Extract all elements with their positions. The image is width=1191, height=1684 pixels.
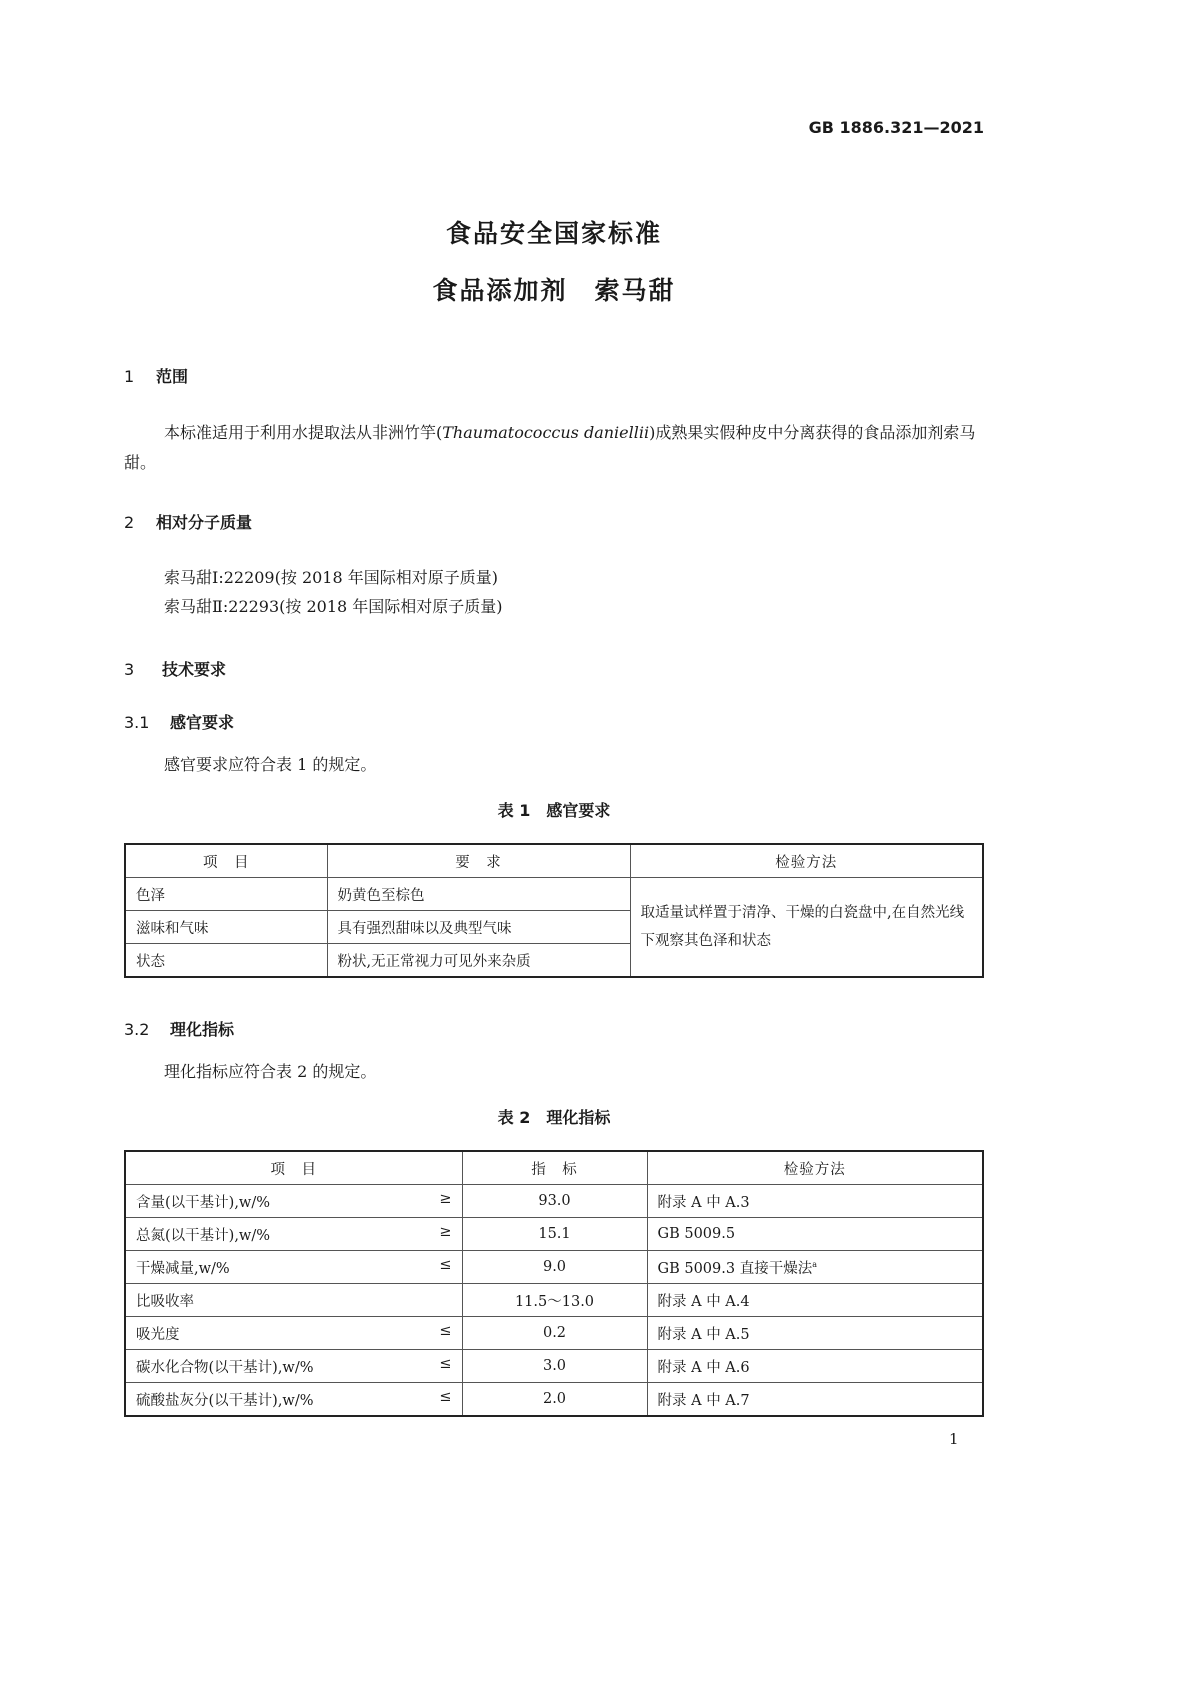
document-subtitle: 食品添加剂 索马甜 bbox=[432, 276, 676, 305]
value-cell: 93.0 bbox=[462, 1185, 647, 1218]
table-row bbox=[125, 1350, 983, 1383]
value-cell: 11.5～13.0 bbox=[462, 1284, 647, 1317]
table-row: 滋味和气味 具有强烈甜味以及典型气味 bbox=[125, 911, 983, 944]
footnote-mark: a bbox=[812, 1259, 817, 1269]
section-1-heading: 1 范围 bbox=[124, 367, 189, 386]
relation-symbol: ≤ bbox=[439, 1322, 452, 1339]
molecular-mass-1: 索马甜Ⅰ:22209(按 2018 年国际相对原子质量) bbox=[164, 568, 498, 587]
table-row bbox=[125, 1251, 983, 1284]
method-cell: GB 5009.5 bbox=[647, 1218, 983, 1251]
relation-symbol: ≤ bbox=[439, 1388, 452, 1405]
section-3-heading: 3 技术要求 bbox=[124, 660, 227, 679]
table-header-row: 项 目 指 标 检验方法 bbox=[125, 1151, 983, 1185]
item-cell: 硫酸盐灰分(以干基计),w/% ≤ bbox=[125, 1383, 462, 1417]
table-physicochemical bbox=[124, 1150, 984, 1417]
standard-code: GB 1886.321—2021 bbox=[808, 118, 984, 137]
relation-symbol: ≤ bbox=[439, 1256, 452, 1273]
method-cell: 附录 A 中 A.7 bbox=[647, 1383, 983, 1417]
section-3-1-heading: 3.1 感官要求 bbox=[124, 713, 235, 732]
value-cell: 0.2 bbox=[462, 1317, 647, 1350]
table-sensory bbox=[124, 843, 984, 978]
section-3-1-text: 感官要求应符合表 1 的规定。 bbox=[164, 755, 377, 774]
value-cell: 9.0 bbox=[462, 1251, 647, 1284]
table-row bbox=[125, 1317, 983, 1350]
value-cell: 2.0 bbox=[462, 1383, 647, 1417]
value-cell: 3.0 bbox=[462, 1350, 647, 1383]
relation-symbol: ≥ bbox=[439, 1223, 452, 1240]
method-cell: GB 5009.3 直接干燥法$^a$ bbox=[647, 1251, 983, 1284]
section-2-heading: 2 相对分子质量 bbox=[124, 513, 253, 532]
item-cell: 碳水化合物(以干基计),w/% ≤ bbox=[125, 1350, 462, 1383]
method-cell: 附录 A 中 A.4 bbox=[647, 1284, 983, 1317]
table-row bbox=[125, 1284, 983, 1317]
relation-symbol: ≥ bbox=[439, 1190, 452, 1207]
table-2-caption: 表 2 理化指标 bbox=[497, 1108, 611, 1127]
method-cell: 附录 A 中 A.5 bbox=[647, 1317, 983, 1350]
table-row: 色泽 奶黄色至棕色 取适量试样置于清净、干燥的白瓷盘中,在自然光线下观察其色泽和状态 bbox=[125, 878, 983, 911]
relation-symbol: ≤ bbox=[439, 1355, 452, 1372]
table-row: 状态 粉状,无正常视力可见外来杂质 bbox=[125, 944, 983, 978]
method-cell: 附录 A 中 A.6 bbox=[647, 1350, 983, 1383]
page-number: 1 bbox=[949, 1430, 959, 1448]
section-3-2-heading: 3.2 理化指标 bbox=[124, 1020, 235, 1039]
item-cell: 干燥减量,w/% ≤ bbox=[125, 1251, 462, 1284]
table-row bbox=[125, 1383, 983, 1417]
item-cell: 总氮(以干基计),w/% ≥ bbox=[125, 1218, 462, 1251]
table-1-caption: 表 1 感官要求 bbox=[497, 801, 611, 820]
table-row bbox=[125, 1218, 983, 1251]
item-cell: 吸光度 ≤ bbox=[125, 1317, 462, 1350]
document-title: 食品安全国家标准 bbox=[445, 219, 662, 248]
table-header-row: 项 目 要 求 检验方法 bbox=[125, 844, 983, 878]
item-cell: 含量(以干基计),w/% ≥ bbox=[125, 1185, 462, 1218]
item-cell: 比吸收率 bbox=[125, 1284, 462, 1317]
section-3-2-text: 理化指标应符合表 2 的规定。 bbox=[164, 1062, 377, 1081]
section-1-paragraph: 本标准适用于利用水提取法从非洲竹竽(Thaumatococcus daniellii)成熟果实假种皮中分离获得的食品添加剂索马甜。 bbox=[124, 423, 976, 472]
value-cell: 15.1 bbox=[462, 1218, 647, 1251]
table-row bbox=[125, 1185, 983, 1218]
molecular-mass-2: 索马甜Ⅱ:22293(按 2018 年国际相对原子质量) bbox=[164, 597, 503, 616]
test-method: 取适量试样置于清净、干燥的白瓷盘中,在自然光线下观察其色泽和状态 bbox=[630, 878, 983, 978]
method-cell: 附录 A 中 A.3 bbox=[647, 1185, 983, 1218]
